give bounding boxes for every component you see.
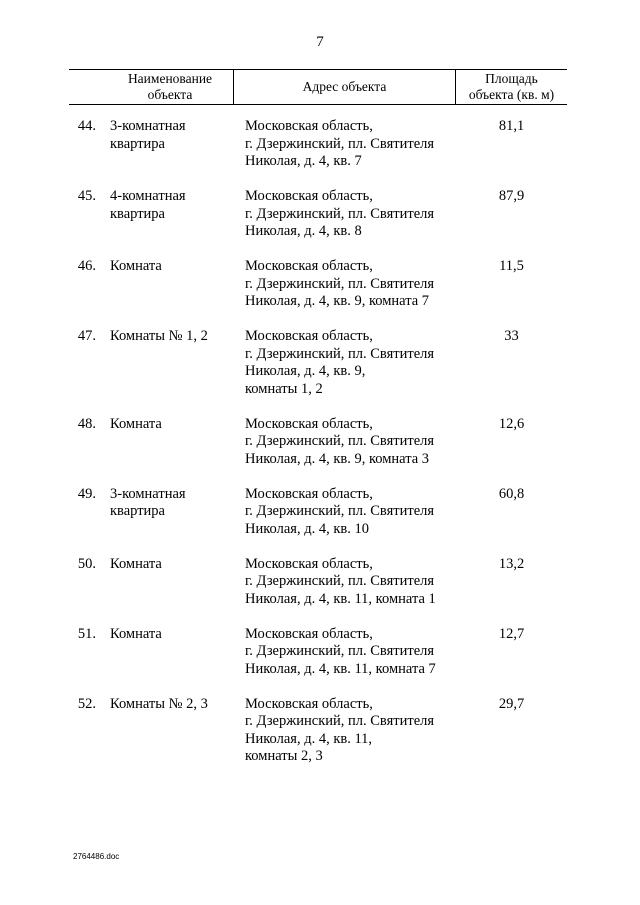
object-name [110, 416, 235, 434]
row-number: 50. [77, 555, 96, 572]
object-name-line: 3-комнатная [110, 118, 186, 134]
object-area: 29,7 [498, 695, 525, 712]
row-number: 44. [77, 118, 96, 134]
object-address-line: комнаты 2, 3 [245, 748, 323, 764]
object-address [245, 486, 460, 539]
object-address-line: г. Дзержинский, пл. Святителя [245, 275, 435, 292]
object-address-line: г. Дзержинский, пл. Святителя [245, 433, 435, 449]
object-address-line: Николая, д. 4, кв. 9, [245, 363, 366, 379]
object-address [245, 626, 460, 679]
object-name [110, 556, 235, 574]
row-number: 48. [77, 415, 96, 432]
object-area: 12,7 [498, 625, 525, 642]
header-address-line: Адрес объекта [302, 79, 387, 94]
object-name-line: Комнаты № 1, 2 [110, 328, 208, 344]
object-name [110, 486, 235, 521]
header-name-line: объекта [147, 87, 193, 102]
object-address-line: г. Дзержинский, пл. Святителя [245, 345, 435, 362]
object-name [110, 328, 235, 346]
object-address-line: Николая, д. 4, кв. 11, [245, 730, 373, 747]
header-address [234, 70, 455, 104]
object-address-line: Николая, д. 4, кв. 10 [245, 520, 369, 537]
row-number: 46. [77, 258, 96, 274]
object-name [110, 626, 235, 644]
object-name [110, 118, 235, 153]
object-address-line: Николая, д. 4, кв. 7 [245, 153, 362, 169]
object-name-line: квартира [110, 503, 165, 519]
object-name-line: квартира [110, 205, 165, 222]
object-area: 87,9 [498, 188, 525, 204]
object-address-line: г. Дзержинский, пл. Святителя [245, 573, 435, 589]
row-number: 52. [77, 695, 96, 712]
object-address-line: г. Дзержинский, пл. Святителя [245, 643, 435, 659]
object-address-line: Московская область, [245, 695, 373, 712]
object-name-line: Комната [110, 415, 162, 432]
object-name-line: Комната [110, 555, 162, 572]
object-address-line: Московская область, [245, 625, 373, 642]
object-address-line: Московская область, [245, 328, 373, 344]
row-number: 45. [77, 188, 96, 204]
header-area-line: Площадь [485, 71, 538, 86]
object-address [245, 556, 460, 609]
object-address-line: г. Дзержинский, пл. Святителя [245, 713, 435, 729]
object-area: 81,1 [498, 118, 525, 134]
object-address-line: Николая, д. 4, кв. 11, комната 1 [245, 590, 436, 607]
header-area-line: объекта (кв. м) [468, 87, 555, 102]
object-address [245, 188, 460, 241]
object-name-line: 4-комнатная [110, 188, 186, 204]
object-name-line: Комната [110, 625, 162, 642]
object-address-line: Московская область, [245, 555, 373, 572]
object-name [110, 188, 235, 223]
object-area: 13,2 [498, 555, 525, 572]
row-number: 47. [77, 328, 96, 344]
object-address [245, 696, 460, 766]
object-address-line: г. Дзержинский, пл. Святителя [245, 135, 435, 152]
object-area: 33 [504, 328, 519, 344]
row-number: 51. [77, 625, 96, 642]
object-address-line: Николая, д. 4, кв. 8 [245, 223, 362, 239]
object-address-line: Московская область, [245, 258, 373, 274]
object-area: 12,6 [498, 415, 525, 432]
object-address-line: Московская область, [245, 415, 373, 432]
header-area [456, 70, 567, 104]
object-address-line: Николая, д. 4, кв. 11, комната 7 [245, 660, 436, 677]
object-address [245, 118, 460, 171]
object-address [245, 416, 460, 469]
object-address-line: Николая, д. 4, кв. 9, комната 3 [245, 450, 430, 467]
table-header-rule-bottom [69, 104, 567, 105]
object-area: 11,5 [499, 258, 524, 274]
object-name-line: квартира [110, 135, 165, 152]
object-address-line: комнаты 1, 2 [245, 380, 323, 397]
object-name-line: Комнаты № 2, 3 [110, 695, 208, 712]
object-address [245, 258, 460, 311]
object-address-line: Московская область, [245, 118, 373, 134]
object-address-line: Московская область, [245, 485, 373, 502]
page-number: 7 [316, 34, 324, 50]
object-address-line: Николая, д. 4, кв. 9, комната 7 [245, 293, 430, 309]
object-address-line: г. Дзержинский, пл. Святителя [245, 503, 435, 519]
object-name [110, 258, 235, 276]
row-number: 49. [77, 485, 96, 502]
object-address [245, 328, 460, 398]
object-area: 60,8 [498, 485, 525, 502]
object-name-line: Комната [110, 258, 162, 274]
object-address-line: Московская область, [245, 188, 373, 204]
header-name-line: Наименование [127, 71, 213, 86]
object-name [110, 696, 235, 714]
footer-document-code: 2764486.doc [73, 852, 120, 861]
object-name-line: 3-комнатная [110, 485, 186, 502]
object-address-line: г. Дзержинский, пл. Святителя [245, 205, 435, 222]
